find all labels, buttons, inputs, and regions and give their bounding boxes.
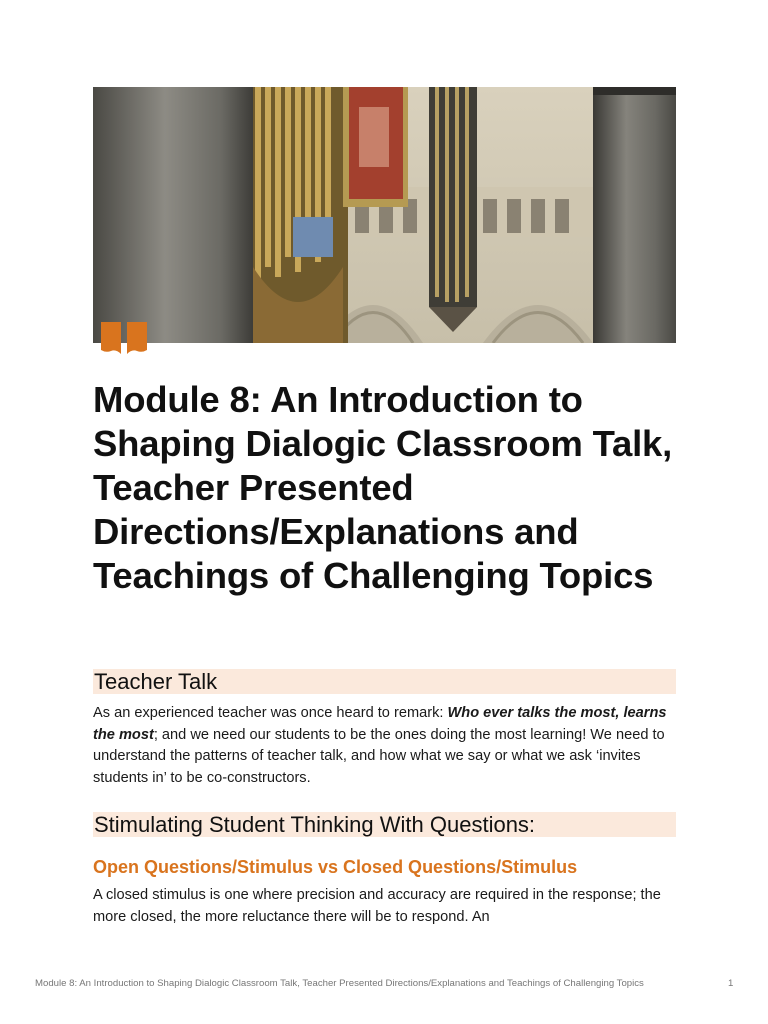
paragraph-text-end: ; and we need our students to be the ones doing the most learning! We need to understand the patterns of teacher talk, and how what we say or what we ask ‘invites students in’ to be co-constructors. xyxy=(93,726,665,786)
page-number: 1 xyxy=(728,978,734,989)
closed-stimulus-paragraph: A closed stimulus is one where precision and accuracy are required in the response; the more closed, the more reluctance there will be to respond. An xyxy=(93,887,661,925)
hero-image xyxy=(93,87,676,343)
section-heading-questions: Stimulating Student Thinking With Questions: xyxy=(93,812,676,837)
section-heading-teacher-talk: Teacher Talk xyxy=(93,669,676,694)
subheading-open-closed: Open Questions/Stimulus vs Closed Questions/Stimulus xyxy=(93,857,578,877)
church-interior-painting xyxy=(93,87,676,343)
paragraph-text-start: As an experienced teacher was once heard to remark: xyxy=(93,705,448,721)
emphasis-quote: Who ever talks the most, learns the most xyxy=(93,705,667,743)
open-book-icon xyxy=(100,320,148,356)
page-footer: Module 8: An Introduction to Shaping Dialogic Classroom Talk, Teacher Presented Directions/Explanations and Teachings of Challenging Topics xyxy=(35,978,644,989)
teacher-talk-paragraph xyxy=(93,703,676,789)
document-title: Module 8: An Introduction to Shaping Dialogic Classroom Talk, Teacher Presented Directions/Explanations and Teachings of Challenging Topics xyxy=(93,379,673,596)
